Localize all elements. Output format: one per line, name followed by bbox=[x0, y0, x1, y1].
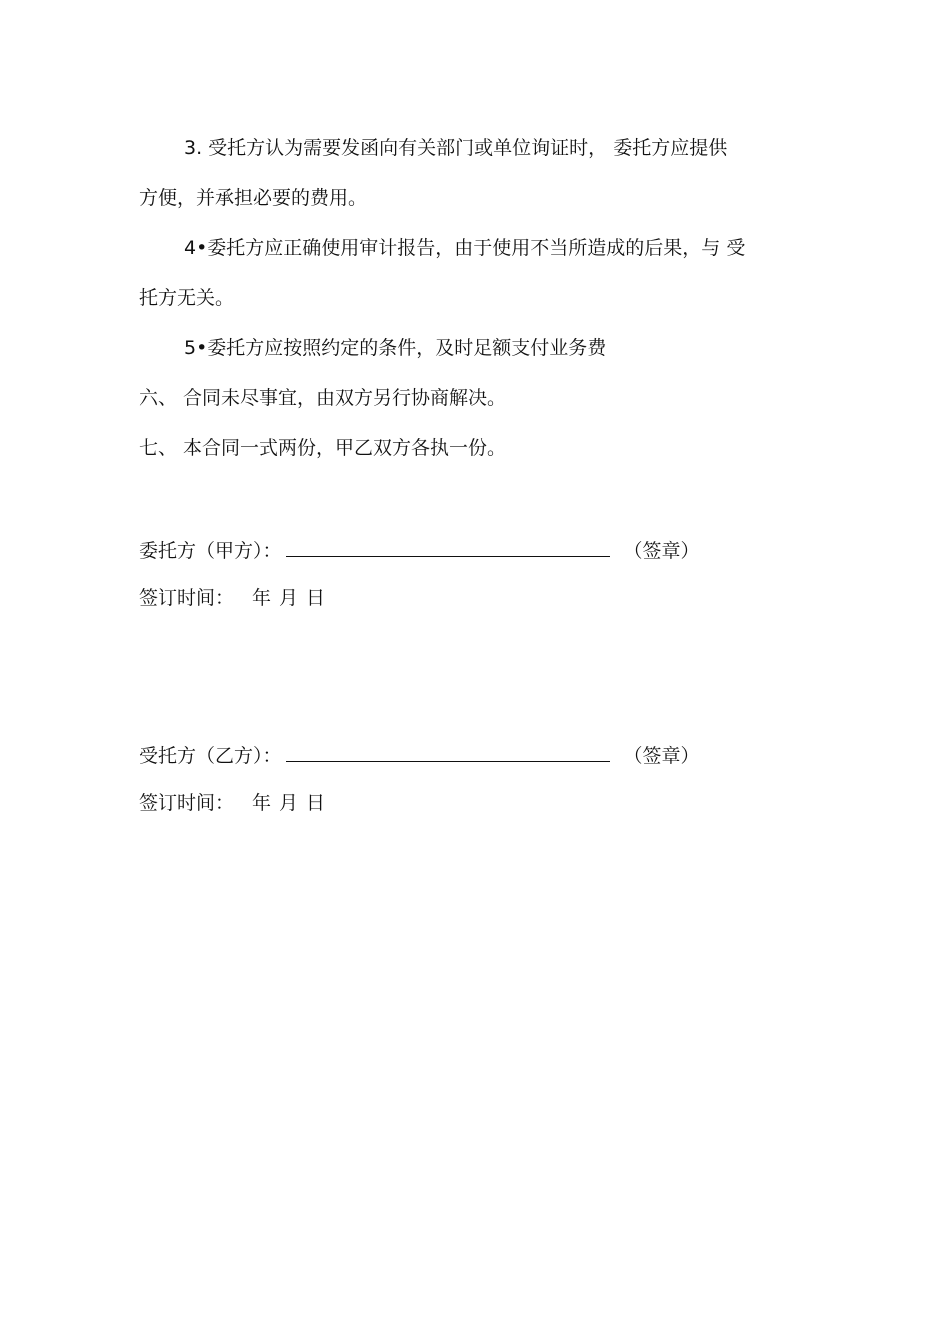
party-b-month: 月 bbox=[279, 792, 299, 814]
section-seven: 七、 本合同一式两份，甲乙双方各执一份。 bbox=[139, 437, 507, 459]
clause-5-line-1: 5•委托方应按照约定的条件，及时足额支付业务费 bbox=[184, 337, 607, 359]
party-b-signature-blank[interactable] bbox=[286, 741, 610, 762]
party-b-label: 受托方（乙方）： bbox=[139, 745, 282, 767]
clause-4-line-2: 托方无关。 bbox=[139, 287, 235, 309]
clause-4-line-1: 4•委托方应正确使用审计报告，由于使用不当所造成的后果，与 受 bbox=[184, 237, 746, 259]
party-a-signature-blank[interactable] bbox=[286, 536, 610, 557]
party-a-seal-label: （签章） bbox=[623, 540, 700, 562]
party-a-label: 委托方（甲方）： bbox=[139, 540, 282, 562]
party-a-date-row bbox=[139, 586, 325, 610]
party-b-signature-row bbox=[139, 741, 700, 765]
section-six: 六、 合同未尽事宜，由双方另行协商解决。 bbox=[139, 387, 507, 409]
party-a-signature-row bbox=[139, 536, 700, 560]
party-a-month: 月 bbox=[279, 587, 299, 609]
clause-3-line-1: 3. 受托方认为需要发函向有关部门或单位询证时， 委托方应提供 bbox=[184, 137, 728, 159]
party-b-date-label: 签订时间： bbox=[139, 792, 235, 814]
party-b-date-row bbox=[139, 791, 325, 815]
party-b-seal-label: （签章） bbox=[623, 745, 700, 767]
party-a-day: 日 bbox=[306, 587, 326, 609]
party-a-date-label: 签订时间： bbox=[139, 587, 235, 609]
party-a-year: 年 bbox=[252, 587, 272, 609]
party-b-day: 日 bbox=[306, 792, 326, 814]
party-b-year: 年 bbox=[252, 792, 272, 814]
clause-3-line-2: 方便，并承担必要的费用。 bbox=[139, 187, 368, 209]
